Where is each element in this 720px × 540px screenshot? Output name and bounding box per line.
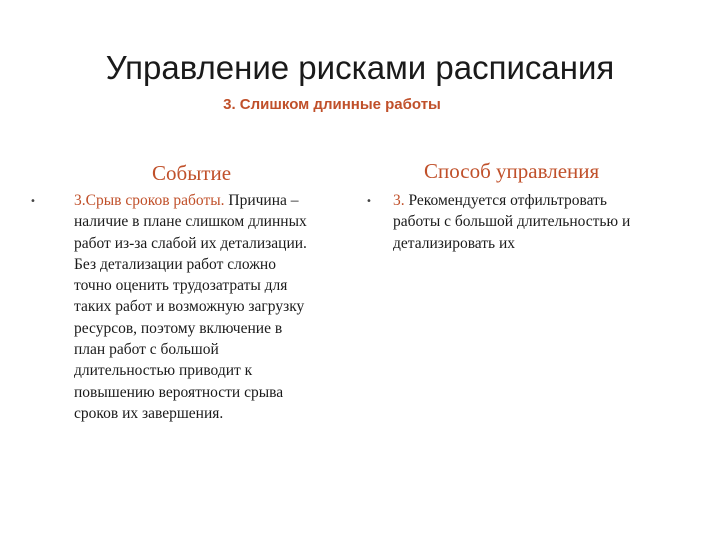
bullet-icon: •	[366, 196, 372, 207]
event-description-line: наличие в плане слишком длинных	[74, 213, 307, 231]
event-description-line: сроков их завершения.	[74, 404, 224, 422]
column-heading-event: Событие	[152, 161, 232, 185]
event-description-text: Причина –	[224, 192, 299, 209]
event-number: 3.Срыв сроков работы.	[74, 192, 225, 209]
event-description-line: ресурсов, поэтому включение в	[74, 319, 283, 337]
management-number: 3.	[393, 192, 405, 209]
slide-subtitle-text: 3. Слишком длинные работы	[223, 96, 441, 113]
management-description-line: детализировать их	[393, 234, 516, 252]
event-description-line: работ из-за слабой их детализации.	[74, 234, 307, 252]
event-description-line: план работ с большой	[74, 341, 219, 359]
event-description-line: длительностью приводит к	[74, 362, 253, 380]
event-description-line: таких работ и возможную загрузку	[74, 298, 305, 316]
event-description-line: Без детализации работ сложно	[74, 255, 276, 273]
slide-title: Управление рисками расписания	[105, 49, 615, 86]
management-description	[393, 190, 693, 254]
bullet-icon: •	[30, 196, 36, 207]
event-description-line: точно оценить трудозатраты для	[74, 277, 288, 295]
management-description-line: работы с большой длительностью и	[393, 213, 631, 231]
event-description-line	[74, 190, 364, 211]
slide-subtitle	[0, 95, 720, 115]
management-description-text: Рекомендуется отфильтровать	[404, 192, 607, 209]
event-description	[74, 190, 364, 424]
management-description-line	[393, 190, 693, 211]
event-description-line: повышению вероятности срыва	[74, 383, 284, 401]
column-heading-management: Способ управления	[424, 159, 600, 183]
